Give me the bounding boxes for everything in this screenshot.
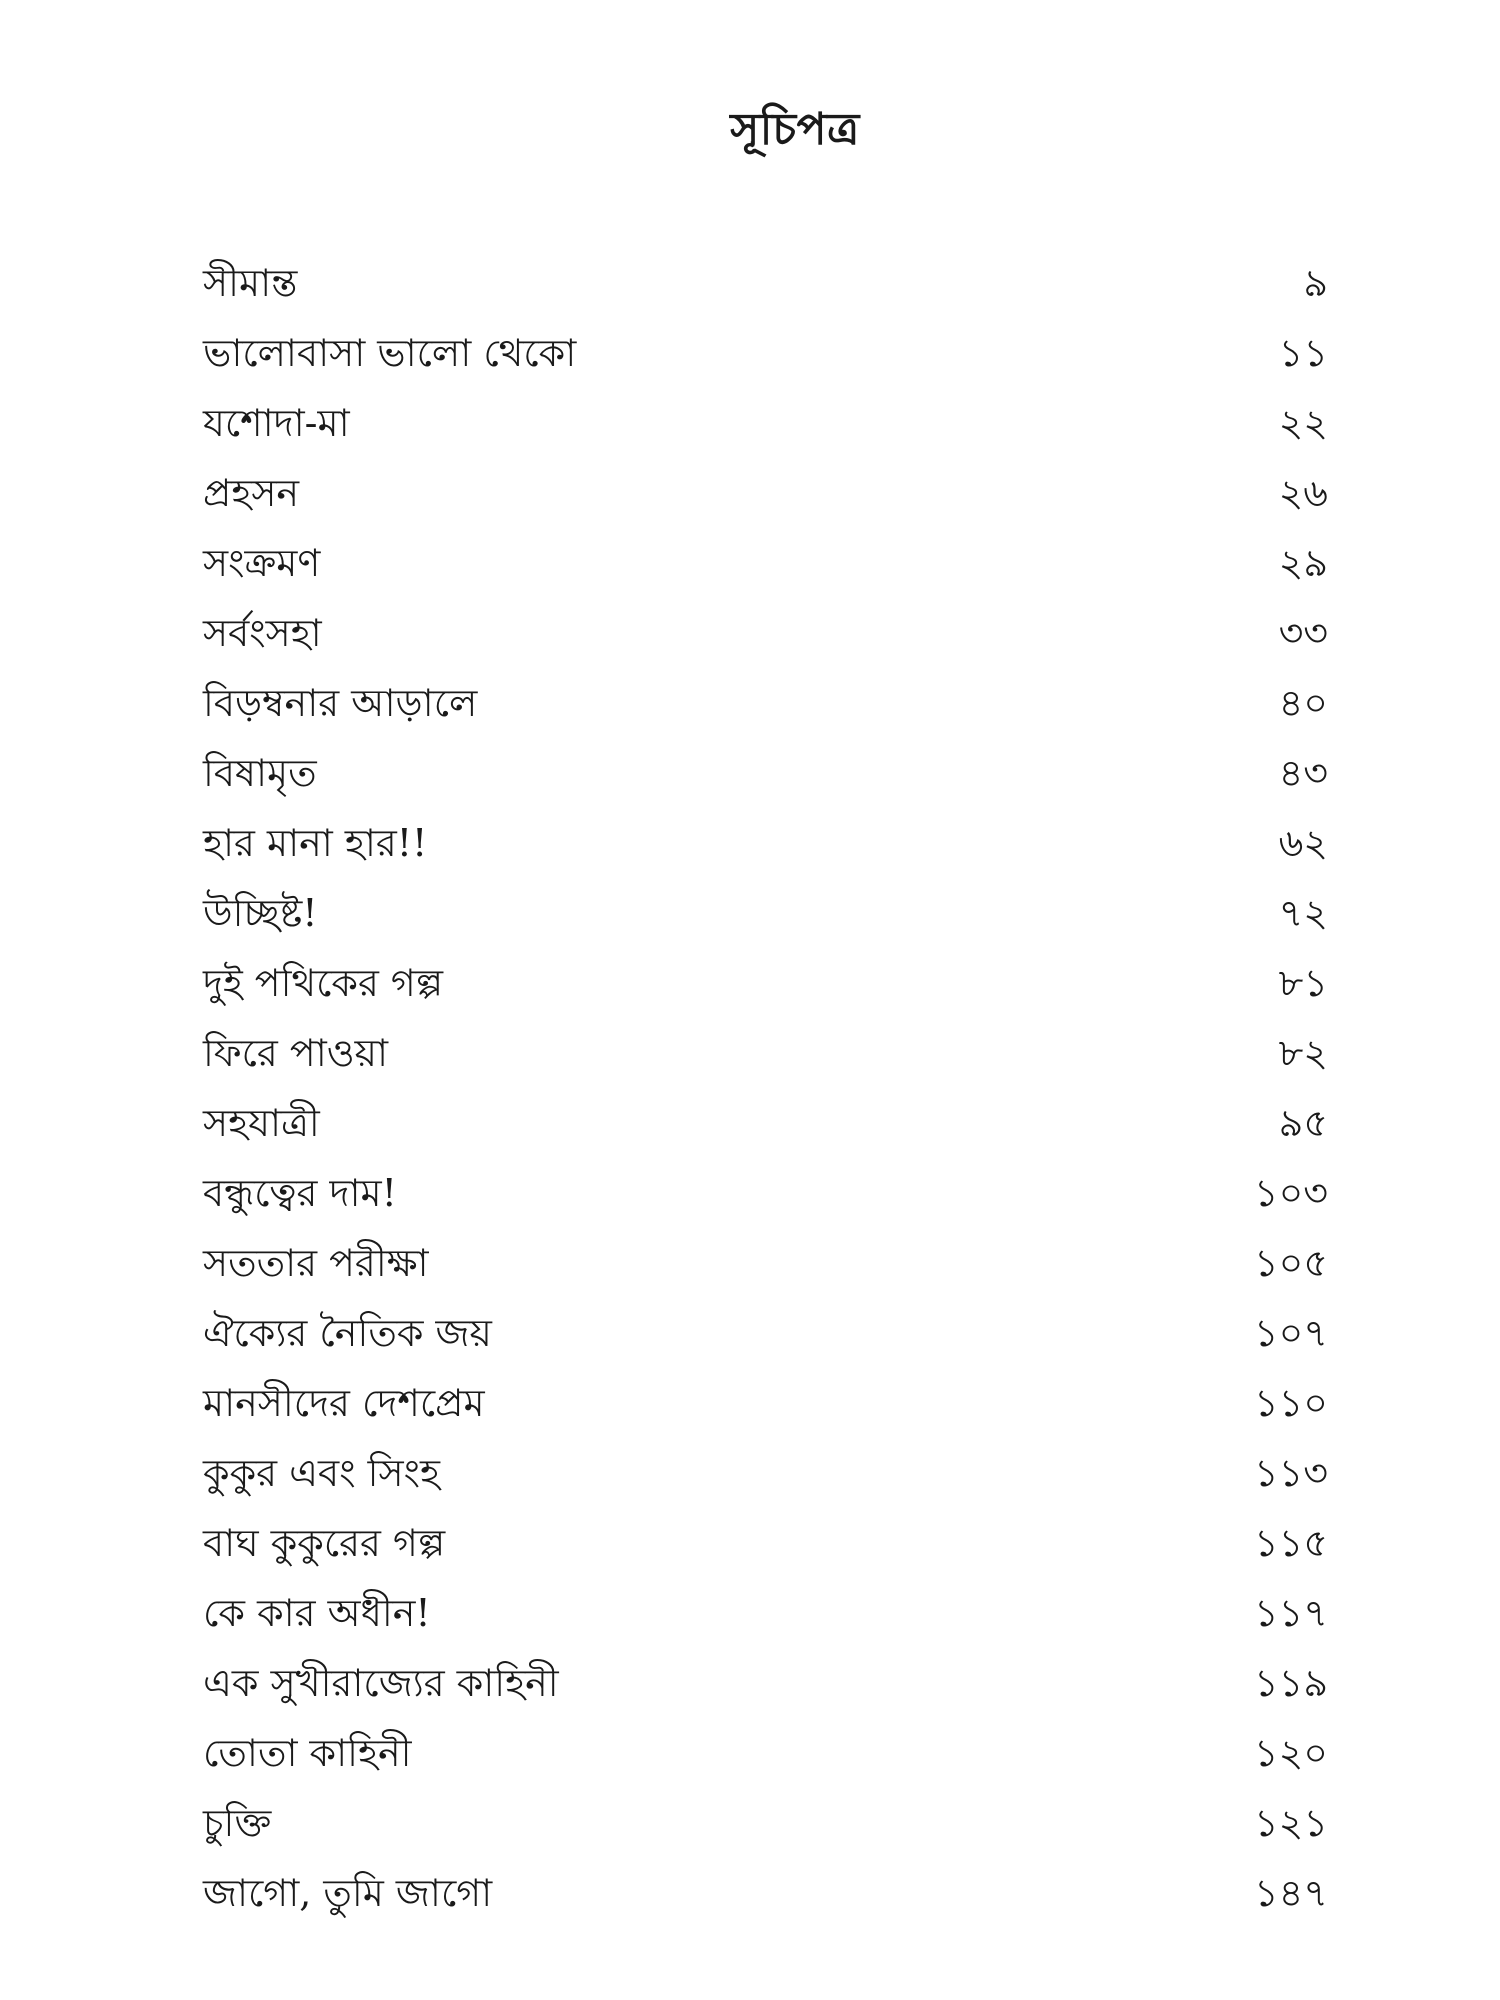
- toc-entry: [203, 948, 1328, 1018]
- toc-entry: [203, 808, 1328, 878]
- toc-entry: [203, 878, 1328, 948]
- toc-entry-page-number: ২৬: [1278, 471, 1328, 515]
- toc-entry-page-number: ৯৫: [1278, 1101, 1328, 1145]
- toc-entry-page-number: ১৪৭: [1253, 1871, 1328, 1915]
- toc-entry-page-number: ৬২: [1278, 821, 1328, 865]
- toc-entry: [203, 1298, 1328, 1368]
- toc-entry: [203, 1368, 1328, 1438]
- toc-entry-title: উচ্ছিষ্ট!: [203, 891, 318, 935]
- toc-entry-title: সর্বংসহা: [203, 611, 322, 655]
- toc-entry-title: মানসীদের দেশপ্রেম: [203, 1381, 485, 1425]
- toc-entry-title: সংক্রমণ: [203, 541, 321, 585]
- toc-entry-title: এক সুখীরাজ্যের কাহিনী: [203, 1661, 559, 1705]
- toc-entry-title: হার মানা হার!!: [203, 821, 428, 865]
- toc-entry-title: ভালোবাসা ভালো থেকো: [203, 331, 577, 375]
- toc-entry-page-number: ১১৩: [1253, 1451, 1328, 1495]
- toc-entry-page-number: ১২১: [1253, 1801, 1328, 1845]
- toc-entry-title: বাঘ কুকুরের গল্প: [203, 1521, 446, 1565]
- toc-entry: [203, 1088, 1328, 1158]
- toc-entry-page-number: ৪৩: [1278, 751, 1328, 795]
- page-title: সূচিপত্র: [730, 104, 860, 155]
- toc-entry-title: কুকুর এবং সিংহ: [203, 1451, 440, 1495]
- toc-entry: [203, 598, 1328, 668]
- toc-entry-title: বিড়ম্বনার আড়ালে: [203, 681, 478, 725]
- toc-entry: [203, 318, 1328, 388]
- table-of-contents: [203, 248, 1328, 1928]
- toc-entry: [203, 1158, 1328, 1228]
- toc-entry-page-number: ১১৭: [1253, 1591, 1328, 1635]
- toc-entry-title: যশোদা-মা: [203, 401, 350, 445]
- toc-entry-page-number: ১০৫: [1253, 1241, 1328, 1285]
- toc-entry-title: সীমান্ত: [203, 261, 298, 305]
- toc-entry-page-number: ৮১: [1278, 961, 1328, 1005]
- toc-entry-page-number: ১১: [1278, 331, 1328, 375]
- toc-entry: [203, 1018, 1328, 1088]
- toc-entry-title: সততার পরীক্ষা: [203, 1241, 429, 1285]
- toc-entry-title: দুই পথিকের গল্প: [203, 961, 443, 1005]
- toc-entry-page-number: ১১৯: [1254, 1661, 1328, 1705]
- toc-entry: [203, 738, 1328, 808]
- toc-entry-title: ঐক্যের নৈতিক জয়: [203, 1311, 492, 1355]
- toc-entry: [203, 668, 1328, 738]
- toc-entry: [203, 1508, 1328, 1578]
- toc-entry-page-number: ১০৩: [1253, 1171, 1328, 1215]
- toc-entry-title: বন্ধুত্বের দাম!: [203, 1171, 397, 1215]
- toc-entry-title: প্রহসন: [203, 471, 300, 515]
- toc-entry-title: সহযাত্রী: [203, 1101, 320, 1145]
- toc-entry-page-number: ১১৫: [1254, 1521, 1328, 1565]
- toc-entry-title: ফিরে পাওয়া: [203, 1031, 389, 1075]
- toc-entry: [203, 458, 1328, 528]
- toc-entry-title: চুক্তি: [203, 1801, 272, 1845]
- toc-entry-title: বিষামৃত: [203, 751, 317, 795]
- toc-entry-page-number: ১০৭: [1253, 1311, 1328, 1355]
- toc-entry-page-number: ২২: [1278, 401, 1328, 445]
- toc-entry: [203, 248, 1328, 318]
- toc-entry-page-number: ২৯: [1278, 541, 1328, 585]
- toc-entry: [203, 1578, 1328, 1648]
- toc-entry: [203, 1858, 1328, 1928]
- toc-entry: [203, 1648, 1328, 1718]
- toc-entry: [203, 388, 1328, 458]
- toc-entry-page-number: ৪০: [1278, 681, 1328, 725]
- toc-entry-title: কে কার অধীন!: [203, 1591, 431, 1635]
- toc-entry: [203, 528, 1328, 598]
- toc-entry-page-number: ১১০: [1253, 1381, 1328, 1425]
- toc-entry-title: জাগো, তুমি জাগো: [203, 1871, 493, 1915]
- toc-entry-page-number: ৭২: [1278, 891, 1328, 935]
- toc-entry-page-number: ৮২: [1278, 1031, 1328, 1075]
- toc-entry-page-number: ১২০: [1253, 1731, 1328, 1775]
- toc-entry: [203, 1438, 1328, 1508]
- toc-entry: [203, 1228, 1328, 1298]
- toc-entry: [203, 1718, 1328, 1788]
- toc-entry-page-number: ৩৩: [1278, 611, 1328, 655]
- toc-entry: [203, 1788, 1328, 1858]
- toc-entry-page-number: ৯: [1303, 261, 1328, 305]
- toc-entry-title: তোতা কাহিনী: [203, 1731, 412, 1775]
